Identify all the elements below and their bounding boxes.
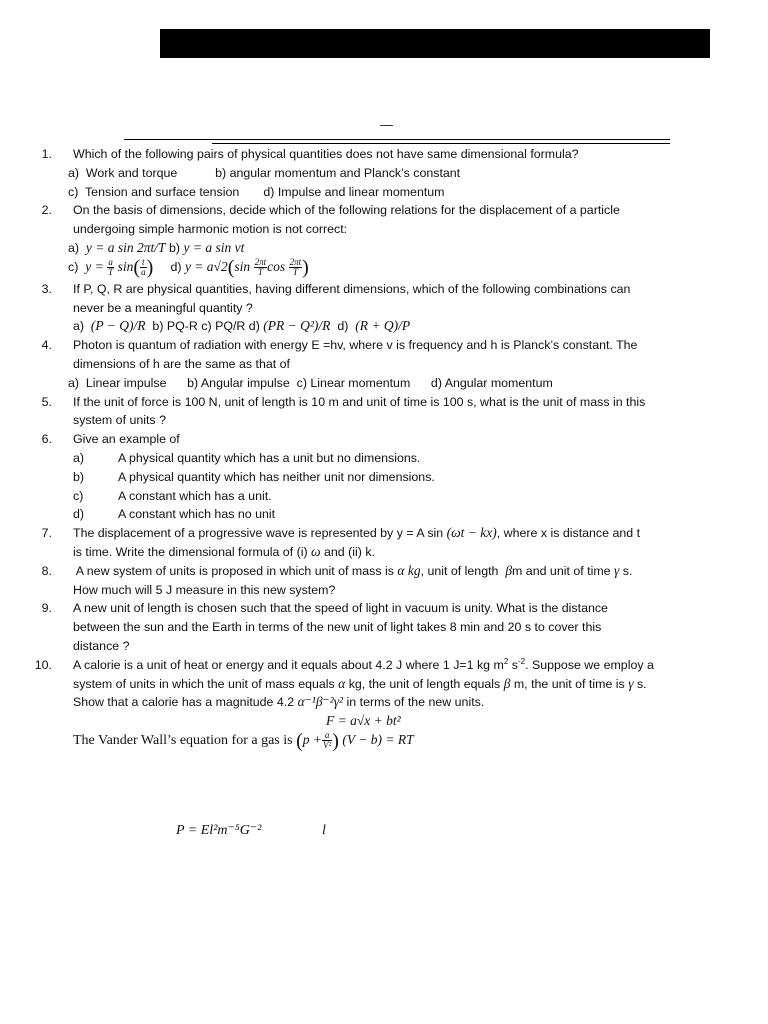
alpha-beta-gamma-expression: α⁻¹β⁻²γ² — [297, 694, 344, 710]
option-a-label: a) — [73, 319, 85, 334]
question-text: undergoing simple harmonic motion is not correct: — [73, 222, 348, 237]
question-number: 6. — [41, 432, 52, 447]
question-7 — [0, 524, 768, 543]
question-text: is time. Write the dimensional formula of (i) ω and (ii) k. — [73, 543, 375, 559]
question-4 — [0, 336, 768, 355]
fraction-2pit-over-T: $\frac{2\pi t}{T}$ — [289, 257, 302, 277]
option-e-label: d) — [337, 319, 349, 334]
question-text: If P, Q, R are physical quantities, having different dimensions, which of the following combinations can — [73, 281, 631, 296]
question-number: 8. — [41, 563, 52, 578]
question-3-continued — [0, 299, 768, 318]
item-text: A constant which has a unit. — [118, 488, 272, 503]
question-text: A calorie is a unit of heat or energy and it equals about 4.2 J where 1 J=1 kg $m^2$ $s^{-2}$. Suppose we employ a — [73, 656, 654, 672]
question-1 — [0, 145, 768, 164]
item-letter: d) — [73, 507, 85, 522]
omega-symbol: ω — [311, 543, 321, 559]
alpha-symbol: α — [338, 675, 346, 691]
option-d-lhs: y = a√2 — [184, 258, 228, 274]
question-2-options-c-d — [0, 258, 768, 280]
option-d-expression: (PR − Q²)/R — [263, 318, 331, 334]
question-9 — [0, 599, 768, 618]
question-10-continued — [0, 675, 768, 694]
question-number: 5. — [41, 394, 52, 409]
header-rule-secondary — [212, 143, 670, 144]
question-4-continued — [0, 355, 768, 374]
item-text: A physical quantity which has a unit but no dimensions. — [118, 450, 421, 465]
question-5 — [0, 393, 768, 412]
option-line: a) Linear impulse b) Angular impulse c) Linear momentum d) Angular momentum — [68, 375, 553, 390]
option-b-c-labels: b) PQ-R c) PQ/R d) — [152, 319, 260, 334]
question-6-item-c — [0, 487, 768, 506]
question-number: 2. — [41, 203, 52, 218]
question-number: 3. — [41, 281, 52, 296]
beta-symbol: β — [503, 675, 511, 691]
force-equation: F = a√x + bt² — [326, 713, 401, 729]
question-9-continued — [0, 618, 768, 637]
option-line — [68, 239, 244, 258]
vander-wall-equation: The Vander Wall’s equation for a gas is (p + $\frac{a}{\text{V²}}$ ) (V − b) = RT — [73, 729, 414, 752]
question-text: On the basis of dimensions, decide which of the following relations for the displacement of a particle — [73, 203, 620, 218]
length-symbol: l — [322, 823, 326, 838]
option-line: c) y = $\frac{a}{T}$ sin( $\frac{t}{a}$ ) d) y = a√2(sin $\frac{2\pi t}{T}$ cos $\frac{2\pi t}{T}$ ) — [68, 256, 309, 279]
question-text: system of units in which the unit of mass equals α kg, the unit of length equals β m, the unit of time is γ s. — [73, 675, 647, 691]
fraction-a-over-v-squared: $\frac{a}{\text{V²}}$ — [323, 730, 332, 751]
question-text: How much will 5 J measure in this new system? — [73, 582, 336, 597]
question-number: 10. — [34, 657, 52, 672]
item-letter: a) — [73, 450, 85, 465]
gamma-symbol: γ — [628, 675, 634, 691]
question-text: Which of the following pairs of physical quantities does not have same dimensional formula? — [73, 147, 579, 161]
vander-wall-line — [0, 731, 768, 753]
item-text: A constant which has no unit — [118, 507, 276, 522]
item-letter: b) — [73, 469, 85, 484]
question-text: between the sun and the Earth in terms of the new unit of light takes 8 min and 20 s to cover this — [73, 620, 602, 635]
question-number: 9. — [41, 601, 52, 616]
question-6-item-b — [0, 468, 768, 487]
alpha-kg: α kg — [397, 562, 421, 578]
question-5-continued — [0, 411, 768, 430]
question-3 — [0, 280, 768, 299]
option-b-label: b) — [165, 240, 181, 255]
power-equation: P = El²m⁻⁵G⁻² — [176, 823, 262, 838]
header-rule — [124, 139, 670, 140]
question-2-continued — [0, 220, 768, 239]
option-a-expression: y = a sin 2πt/T — [85, 239, 166, 255]
option-a-expression: (P − Q)/R — [90, 318, 146, 334]
question-text: dimensions of h are the same as that of — [73, 356, 290, 371]
option-a-label: a) — [68, 240, 80, 255]
question-1-options-a-b — [0, 164, 768, 183]
item-text: A physical quantity which has neither unit nor dimensions. — [118, 469, 435, 484]
option-c-lhs: y = — [85, 258, 104, 274]
question-text: Show that a calorie has a magnitude 4.2 α⁻¹β⁻²γ² in terms of the new units. — [73, 694, 485, 710]
beta-symbol: β — [505, 562, 513, 578]
question-6 — [0, 430, 768, 449]
item-letter: c) — [73, 488, 84, 503]
question-10-continued-2 — [0, 693, 768, 712]
question-text: system of units ? — [73, 413, 166, 428]
cos-function: cos — [267, 258, 286, 274]
question-text: A new unit of length is chosen such that the speed of light in vacuum is unity. What is the distance — [73, 601, 608, 616]
question-list — [0, 145, 768, 753]
question-text: A new system of units is proposed in which unit of mass is α kg, unit of length βm and unit of time γ s. — [73, 562, 633, 578]
question-3-options — [0, 317, 768, 336]
force-equation-line — [0, 712, 768, 731]
question-9-continued-2 — [0, 637, 768, 656]
question-2-options-a-b — [0, 239, 768, 258]
option-line: a) Work and torque b) angular momentum and Planck’s constant — [68, 165, 461, 180]
fraction-a-over-T: $\frac{a}{T}$ — [108, 257, 114, 277]
option-line — [73, 317, 410, 336]
question-2 — [0, 201, 768, 220]
question-number: 1. — [41, 147, 52, 161]
option-c-label: c) — [68, 259, 79, 274]
option-line: c) Tension and surface tension d) Impulse and linear momentum — [68, 184, 445, 199]
question-10 — [0, 656, 768, 675]
question-text: The displacement of a progressive wave is represented by y = A sin (ωt − kx), where x is distance and t — [73, 525, 641, 541]
question-text: never be a meaningful quantity ? — [73, 300, 253, 315]
wave-phase-expression: (ωt − kx) — [446, 525, 497, 541]
gamma-symbol: γ — [613, 562, 620, 578]
fraction-t-over-a: $\frac{t}{a}$ — [141, 257, 146, 277]
fraction-2pit-over-T: $\frac{2\pi t}{T}$ — [254, 257, 267, 277]
sin-function: sin — [234, 258, 251, 274]
option-d-label: d) — [170, 259, 182, 274]
sin-function: sin — [117, 258, 134, 274]
redaction-bar — [160, 29, 710, 58]
question-7-continued — [0, 543, 768, 562]
question-4-options — [0, 374, 768, 393]
header-dash: — — [380, 117, 393, 132]
option-b-expression: y = a sin vt — [183, 239, 245, 255]
question-8 — [0, 562, 768, 581]
question-text: Photon is quantum of radiation with energy E =hv, where v is frequency and h is Planck’s constant. The — [73, 338, 638, 353]
question-text: If the unit of force is 100 N, unit of length is 10 m and unit of time is 100 s, what is the unit of mass in this — [73, 394, 646, 409]
question-8-continued — [0, 581, 768, 600]
question-number: 7. — [41, 526, 52, 541]
question-number: 4. — [41, 338, 52, 353]
question-1-options-c-d — [0, 183, 768, 202]
question-text: Give an example of — [73, 432, 180, 447]
option-e-expression: (R + Q)/P — [355, 318, 411, 334]
question-6-item-a — [0, 449, 768, 468]
question-text: distance ? — [73, 638, 130, 653]
question-6-item-d — [0, 505, 768, 524]
